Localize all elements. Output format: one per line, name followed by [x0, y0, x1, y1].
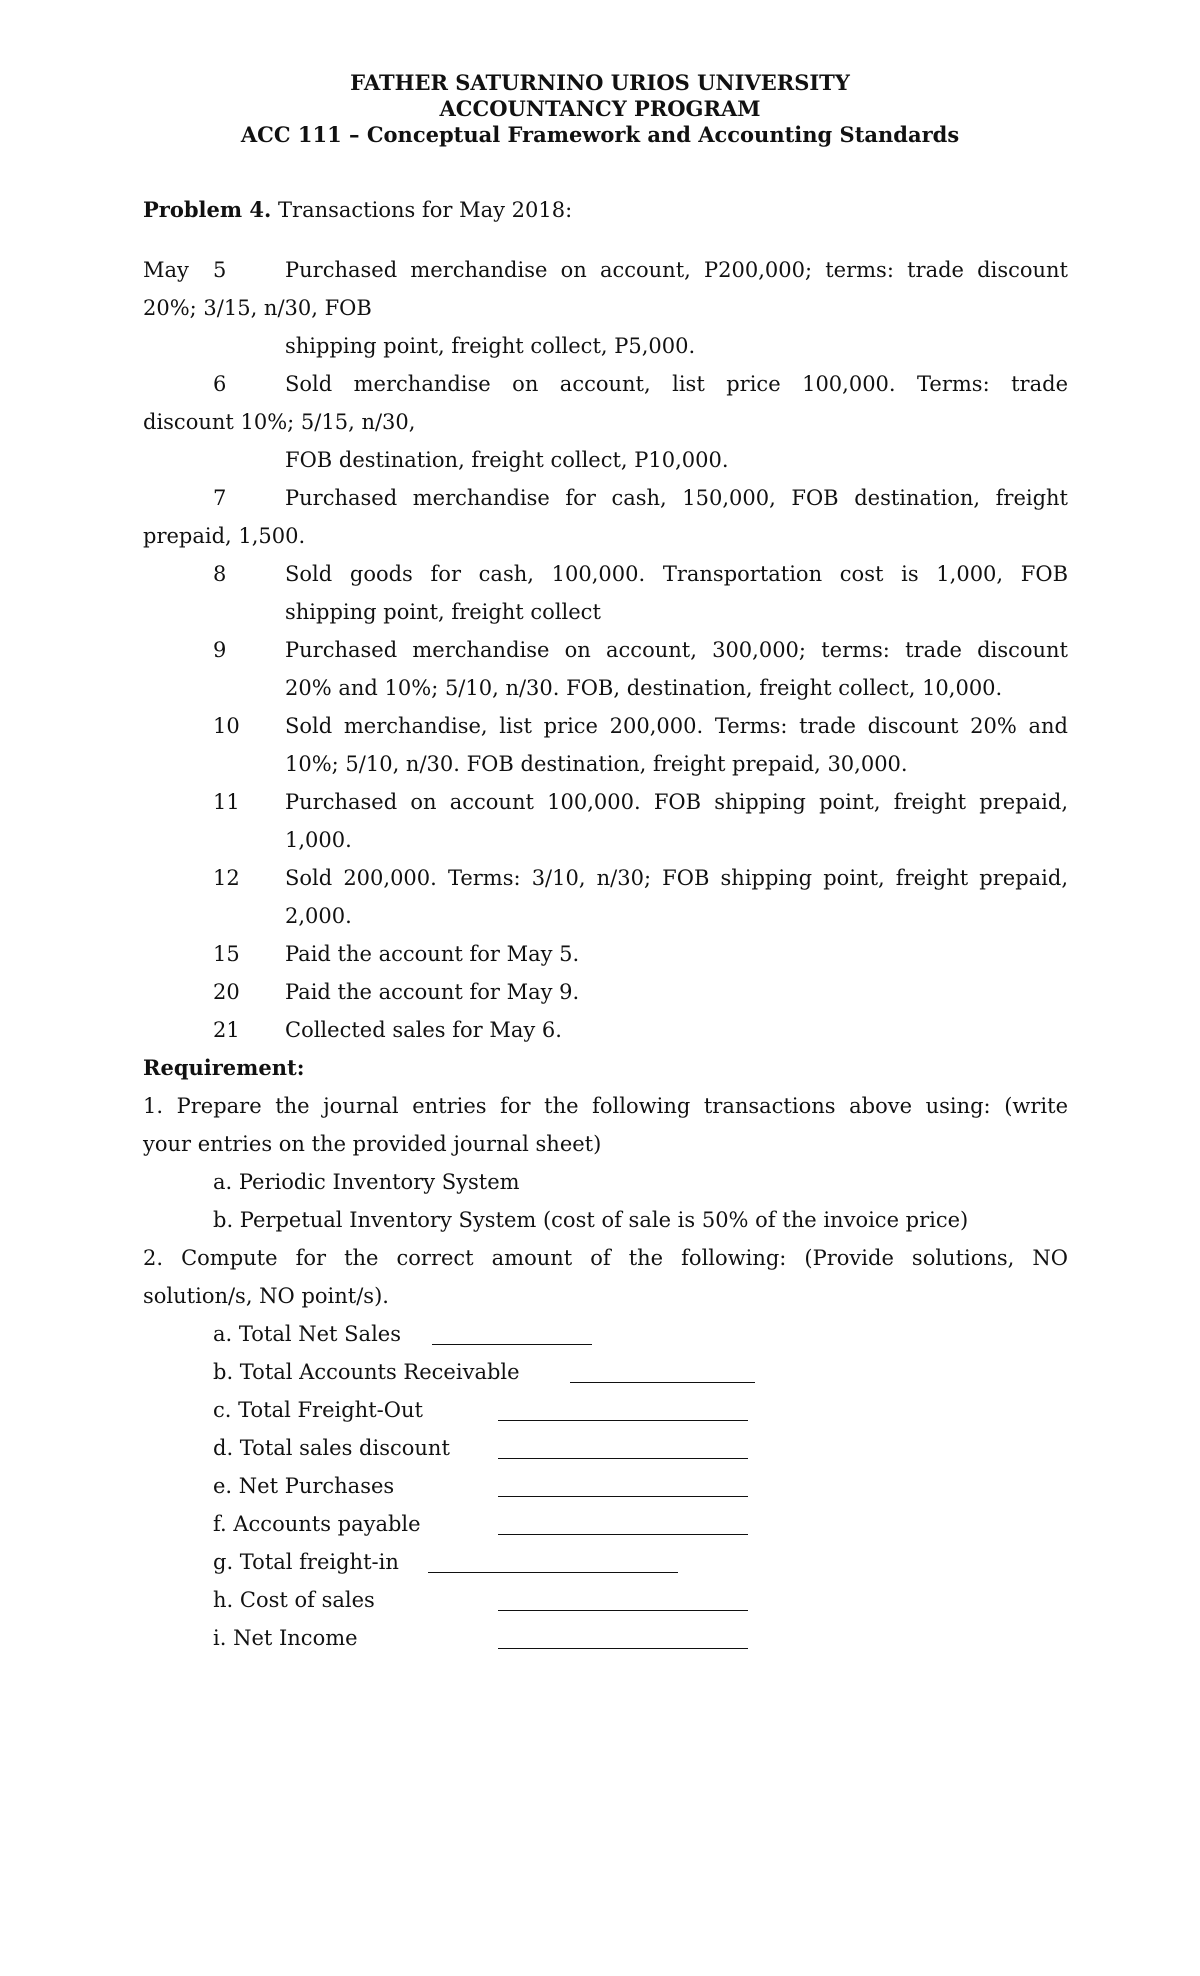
- problem-title: [143, 196, 572, 224]
- answer-blank-net-sales: [432, 1344, 592, 1345]
- transaction-5-line3: shipping point, freight collect, P5,000.: [285, 334, 696, 358]
- transaction-5-line1: Purchased merchandise on account, P200,000; terms: trade discount: [285, 258, 1068, 282]
- answer-blank-cost-of-sales: [498, 1610, 748, 1611]
- item-total-accounts-receivable: b. Total Accounts Receivable: [213, 1360, 520, 1384]
- transaction-11-line2: 1,000.: [285, 828, 352, 852]
- transaction-21-line1: Collected sales for May 6.: [285, 1018, 562, 1042]
- day-9: 9: [213, 638, 227, 662]
- day-12: 12: [213, 866, 240, 890]
- day-7: 7: [213, 486, 227, 510]
- transaction-15-line1: Paid the account for May 5.: [285, 942, 580, 966]
- transaction-8-line1: Sold goods for cash, 100,000. Transportation cost is 1,000, FOB: [285, 562, 1068, 586]
- item-total-net-sales: a. Total Net Sales: [213, 1322, 401, 1346]
- answer-blank-sales-discount: [498, 1458, 748, 1459]
- transaction-9-line2: 20% and 10%; 5/10, n/30. FOB, destination, freight collect, 10,000.: [285, 676, 1003, 700]
- day-10: 10: [213, 714, 240, 738]
- day-5: 5: [213, 258, 227, 282]
- transaction-20-line1: Paid the account for May 9.: [285, 980, 580, 1004]
- course-title: ACC 111 – Conceptual Framework and Accounting Standards: [240, 122, 960, 147]
- university-name: FATHER SATURNINO URIOS UNIVERSITY: [350, 70, 850, 95]
- requirement-1-line2: your entries on the provided journal sheet): [143, 1132, 602, 1156]
- day-21: 21: [213, 1018, 240, 1042]
- requirement-2-line1: 2. Compute for the correct amount of the following: (Provide solutions, NO: [143, 1246, 1068, 1270]
- item-cost-of-sales: h. Cost of sales: [213, 1588, 375, 1612]
- problem-text: Transactions for May 2018:: [278, 198, 573, 222]
- transaction-8-line2: shipping point, freight collect: [285, 600, 601, 624]
- transaction-10-line1: Sold merchandise, list price 200,000. Terms: trade discount 20% and: [285, 714, 1068, 738]
- day-20: 20: [213, 980, 240, 1004]
- answer-blank-accounts-receivable: [570, 1382, 755, 1383]
- transaction-10-line2: 10%; 5/10, n/30. FOB destination, freight prepaid, 30,000.: [285, 752, 908, 776]
- transaction-7-line2: prepaid, 1,500.: [143, 524, 306, 548]
- requirement-heading: Requirement:: [143, 1055, 305, 1080]
- transaction-6-line3: FOB destination, freight collect, P10,000.: [285, 448, 729, 472]
- transaction-5-line2: 20%; 3/15, n/30, FOB: [143, 296, 372, 320]
- answer-blank-net-income: [498, 1648, 748, 1649]
- transaction-11-line1: Purchased on account 100,000. FOB shipping point, freight prepaid,: [285, 790, 1068, 814]
- item-net-purchases: e. Net Purchases: [213, 1474, 395, 1498]
- transaction-6-line1: Sold merchandise on account, list price 100,000. Terms: trade: [285, 372, 1068, 396]
- item-net-income: i. Net Income: [213, 1626, 358, 1650]
- month-label: May: [143, 258, 189, 282]
- transaction-12-line2: 2,000.: [285, 904, 352, 928]
- requirement-2-line2: solution/s, NO point/s).: [143, 1284, 389, 1308]
- day-8: 8: [213, 562, 227, 586]
- transaction-12-line1: Sold 200,000. Terms: 3/10, n/30; FOB shipping point, freight prepaid,: [285, 866, 1068, 890]
- item-total-freight-out: c. Total Freight-Out: [213, 1398, 423, 1422]
- item-total-sales-discount: d. Total sales discount: [213, 1436, 450, 1460]
- item-total-freight-in: g. Total freight-in: [213, 1550, 399, 1574]
- day-11: 11: [213, 790, 240, 814]
- day-6: 6: [213, 372, 227, 396]
- requirement-1b: b. Perpetual Inventory System (cost of sale is 50% of the invoice price): [213, 1208, 969, 1232]
- problem-label: Problem 4.: [143, 197, 272, 222]
- transaction-6-line2: discount 10%; 5/15, n/30,: [143, 410, 416, 434]
- transaction-7-line1: Purchased merchandise for cash, 150,000, FOB destination, freight: [285, 486, 1068, 510]
- requirement-1-line1: 1. Prepare the journal entries for the following transactions above using: (write: [143, 1094, 1068, 1118]
- answer-blank-accounts-payable: [498, 1534, 748, 1535]
- answer-blank-net-purchases: [498, 1496, 748, 1497]
- answer-blank-freight-out: [498, 1420, 748, 1421]
- answer-blank-freight-in: [428, 1572, 678, 1573]
- requirement-1a: a. Periodic Inventory System: [213, 1170, 520, 1194]
- program-name: ACCOUNTANCY PROGRAM: [439, 96, 761, 121]
- day-15: 15: [213, 942, 240, 966]
- transaction-9-line1: Purchased merchandise on account, 300,000; terms: trade discount: [285, 638, 1068, 662]
- item-accounts-payable: f. Accounts payable: [213, 1512, 421, 1536]
